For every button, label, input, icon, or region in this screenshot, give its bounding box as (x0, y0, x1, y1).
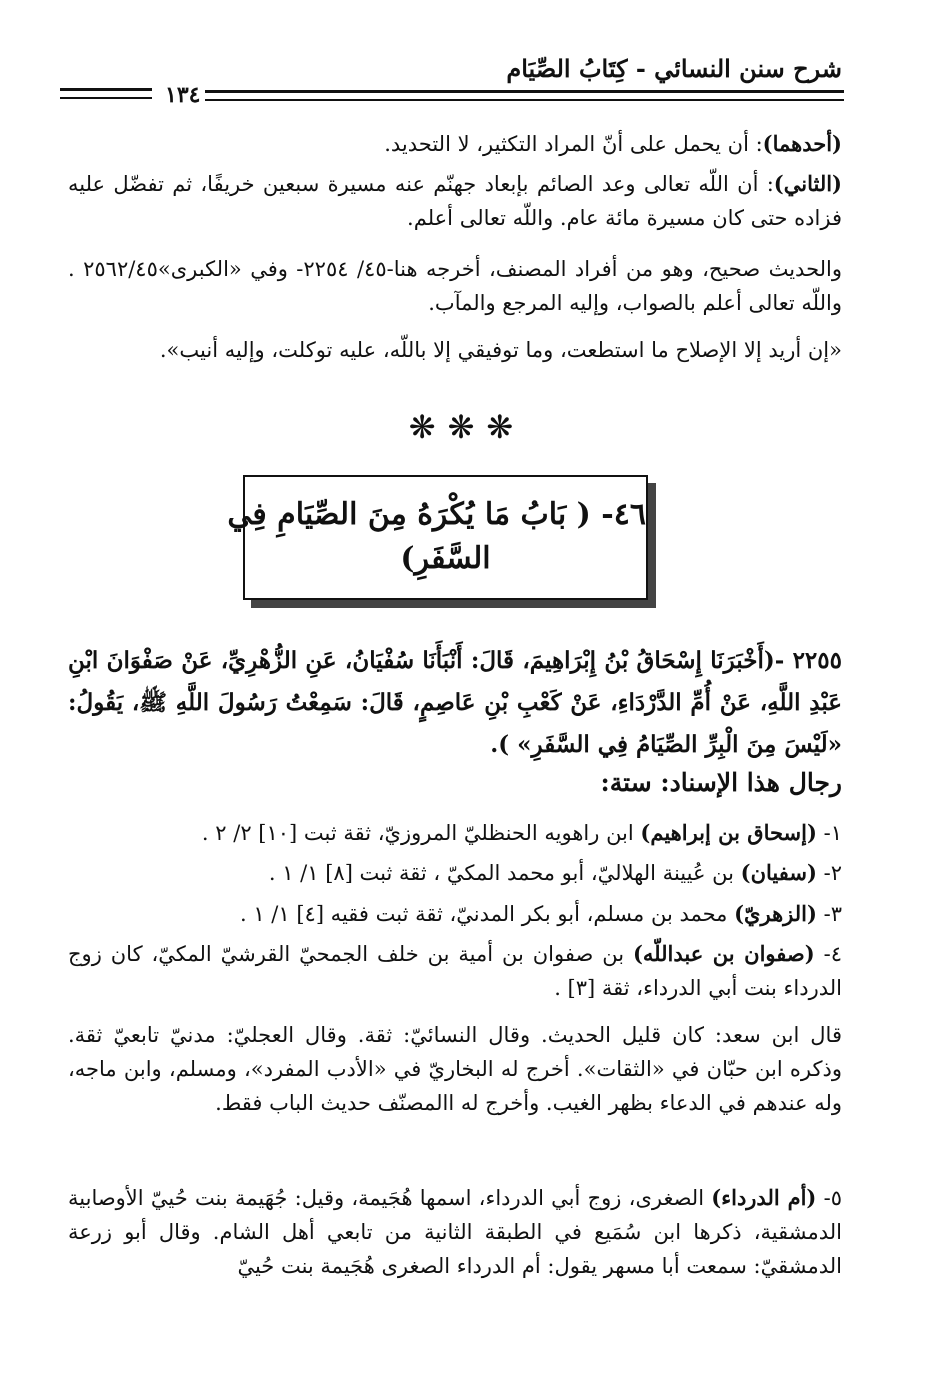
commentary-closing: «إن أريد إلا الإصلاح ما استطعت، وما توفيقي إلا باللّه، عليه توكلت، وإليه أنيب». (159, 338, 842, 362)
commentary-second (68, 167, 842, 235)
second-text: : أن اللّه تعالى وعد الصائم بإبعاد جهنّم عنه مسيرة سبعين خريفًا، ثم تفضّل عليه فزاده حتى كان مسيرة مائة عام. واللّه تعالى أعلم. (68, 172, 842, 230)
narrator-item (68, 1181, 842, 1283)
narrator-name: (أم الدرداء) (711, 1185, 817, 1210)
narrator-text: الصغرى، زوج أبي الدرداء، اسمها هُجَيمة، وقيل: جُهَيمة بنت حُييّ الأوصابية الدمشقية، ذكرها ابن سُمَيع في الطبقة الثانية من تابعي أهل الشام. وقال أبو زرعة الدمشقيّ: سمعت أبا مسهر يقول: أم الدرداء الصغرى هُجَيمة بنت حُييّ (68, 1186, 842, 1278)
safwan-notes: قال ابن سعد: كان قليل الحديث. وقال النسائيّ: ثقة. وقال العجليّ: مدنيّ تابعيّ ثقة. وذكره ابن حبّان في «الثقات». أخرج له البخاريّ في «الأدب المفرد»، ومسلم، وابن ماجه، وله عندهم في الدعاء بظهر الغيب. وأخرج له االمصنّف حديث الباب فقط. (68, 1023, 842, 1115)
narrators-heading: رجال هذا الإسناد: ستة: (600, 768, 842, 797)
narrator-item (68, 897, 842, 931)
commentary-first (68, 127, 842, 161)
chapter-title-line2: السَّفَرِ) (400, 541, 491, 576)
second-label: (الثاني) (773, 171, 842, 196)
first-text: : أن يحمل على أنّ المراد التكثير، لا التحديد. (384, 132, 763, 156)
hadith-text: ٢٢٥٥ -(أَخْبَرَنَا إِسْحَاقُ بْنُ إِبْرَاهِيمَ، قَالَ: أَنْبَأَنَا سُفْيَانُ، عَنِ الزُّهْرِيِّ، عَنْ صَفْوَانَ ابْنِ عَبْدِ اللَّهِ، عَنْ أُمِّ الدَّرْدَاءِ، عَنْ كَعْبِ بْنِ عَاصِمٍ، قَالَ: سَمِعْتُ رَسُولَ اللَّهِ ﷺ، يَقُولُ: «لَيْسَ مِنَ الْبِرِّ الصِّيَامُ فِي السَّفَرِ» ). (68, 647, 842, 758)
header-title: شرح سنن النسائي - كِتَابُ الصِّيَام (506, 54, 842, 83)
page-number: ١٣٤ (165, 82, 201, 108)
narrator-text: بن عُيينة الهلاليّ، أبو محمد المكيّ ، ثقة ثبت [٨] ١/ ١ . (268, 861, 741, 885)
narrator-text: محمد بن مسلم، أبو بكر المدنيّ، ثقة ثبت فقيه [٤] ١/ ١ . (239, 902, 735, 926)
narrator-name: (صفوان بن عبداللّه) (632, 941, 815, 966)
narrator-item (68, 856, 842, 890)
narrator-num: ٥- (823, 1186, 842, 1210)
narrator-item (68, 816, 842, 850)
section-separator: ❋❋❋ (408, 408, 526, 446)
narrator-num: ٣- (823, 902, 842, 926)
narrator-name: (إسحاق بن إبراهيم) (640, 820, 817, 845)
narrator-item (68, 937, 842, 1005)
narrator-num: ١- (823, 821, 842, 845)
header-rule-left (60, 88, 152, 99)
narrator-name: (الزهريّ) (734, 901, 817, 926)
chapter-title-line1: ٤٦- ( بَابُ مَا يُكْرَهُ مِنَ الصِّيَامِ فِي (227, 497, 646, 532)
commentary-takhrij: والحديث صحيح، وهو من أفراد المصنف، أخرجه هنا-٤٥/ ٢٢٥٤- وفي «الكبرى»٢٥٦٢/٤٥ . واللّه تعالى أعلم بالصواب، وإليه المرجع والمآب. (68, 257, 842, 315)
header-rule-right (205, 90, 844, 101)
narrator-num: ٤- (823, 942, 842, 966)
chapter-heading-box (227, 475, 648, 600)
narrator-name: (سفيان) (740, 860, 817, 885)
narrator-text: ابن راهويه الحنظليّ المروزيّ، ثقة ثبت [١٠] ٢/ ٢ . (201, 821, 641, 845)
first-label: (أحدهما) (762, 131, 842, 156)
narrator-text: بن صفوان بن أمية بن خلف الجمحيّ القرشيّ المكيّ، كان زوج الدرداء بنت أبي الدرداء، ثقة [٣] . (68, 942, 842, 1000)
narrator-num: ٢- (823, 861, 842, 885)
running-header (60, 44, 844, 108)
